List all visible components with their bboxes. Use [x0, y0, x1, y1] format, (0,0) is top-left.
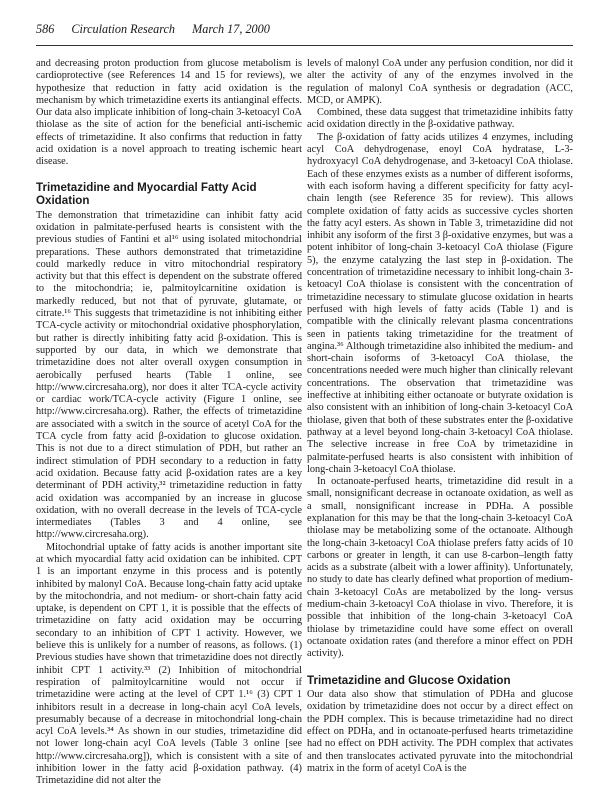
- header-rule: [36, 45, 573, 46]
- right-column: [307, 58, 573, 775]
- paragraph: In octanoate-perfused hearts, trimetazidine did result in a small, nonsignificant decrease in octanoate oxidation, as well as a small, nonsignificant increase in PDHa. A possible explanation for this may be that the long-chain 3-ketoacyl CoA thiolase may be metabolizing some of the octanoate. Although the long-chain 3-ketoacyl CoA thiolase prefers fatty acids of 10 carbons or greater in length, it can use 8-carbon–length fatty acids as a substrate (albeit with a lower affinity). Unfortunately, no study to date has clearly defined what proportion of medium-chain 3-ketoacyl CoAs are metabolized by the long- versus medium-chain 3-ketoacyl CoA thiolase in vivo. Therefore, it is possible that inhibition of the long-chain 3-ketoacyl CoA thiolase by trimetazidine could have some effect on overall octanoate oxidation rates (and therefore a minor effect on PDH activity).: [307, 476, 573, 660]
- left-column: [36, 58, 302, 788]
- paragraph: levels of malonyl CoA under any perfusion condition, nor did it alter the activity of any of the enzymes involved in the regulation of malonyl CoA synthesis or degradation (ACC, MCD, or AMPK).: [307, 58, 573, 106]
- issue-date: March 17, 2000: [192, 22, 270, 36]
- paragraph: The β-oxidation of fatty acids utilizes 4 enzymes, including acyl CoA dehydrogenase, enoyl CoA hydratase, L-3-hydroxyacyl CoA dehydrogenase, and 3-ketoacyl CoA thiolase. Each of these enzymes exists as a number of different isoforms, with each isoform having a different specificity for fatty acyl-chain length (see Reference 35 for review). This allows complete oxidation of fatty acids as successive cycles shorten the fatty acyl esters. As shown in Table 3, trimetazidine did not inhibit any isoform of the first 3 β-oxidative enzymes, but was a potent inhibitor of long-chain 3-ketoacyl CoA thiolase (Figure 5), the enzyme catalyzing the last step in β-oxidation. The concentration of trimetazidine necessary to inhibit long-chain 3-ketoacyl CoA thiolase is consistent with the concentration of trimetazidine necessary to stimulate glucose oxidation in hearts perfused with high levels of fatty acids (Table 1) and is compatible with the clinically relevant plasma concentrations seen in patients taking trimetazidine for the treatment of angina.³⁶ Although trimetazidine also inhibited the medium- and short-chain isoforms of 3-ketoacyl CoA thiolase, the concentrations needed were much higher than clinically relevant concentrations. The observation that trimetazidine was ineffective at inhibiting either octanoate or butyrate oxidation is also consistent with an inhibition of long-chain 3-ketoacyl CoA thiolase, given that both of these substrates enter the β-oxidative pathway at a level beyond long-chain 3-ketoacyl CoA thiolase. The selective increase in free CoA by trimetazidine in palmitate-perfused hearts is also consistent with inhibition of long-chain 3-ketoacyl CoA thiolase.: [307, 131, 573, 475]
- paragraph: Our data also show that stimulation of PDHa and glucose oxidation by trimetazidine does not occur by a direct effect on the PDH complex. This is because trimetazidine had no direct effect on PDHa, and in octanoate-perfused hearts trimetazidine had no effect on PDH activity. The PDH complex that activates and then translocates activated pyruvate into the mitochondrial matrix in the form of acetyl CoA is the: [307, 689, 573, 774]
- section-heading: Trimetazidine and Myocardial Fatty Acid Oxidation: [36, 180, 257, 208]
- paragraph: and decreasing proton production from glucose metabolism is cardioprotective (see References 14 and 15 for reviews), we hypothesize that reduction in fatty acid oxidation is the mechanism by which trimetazidine exerts its antianginal effects. Our data also implicate inhibition of long-chain 3-ketoacyl CoA thiolase as the site of action for the beneficial anti-ischemic effects of trimetazidine. It also confirms that reduction in fatty acid oxidation is a novel approach to treating ischemic heart disease.: [36, 58, 302, 168]
- running-header: [36, 22, 576, 40]
- paragraph: Mitochondrial uptake of fatty acids is another important site at which myocardial fatty acid oxidation can be inhibited. CPT 1 is an important enzyme in this process and is potently inhibited by malonyl CoA. Because long-chain fatty acid uptake by the mitochondria, and not medium- or short-chain fatty acid uptake, is dependent on CPT 1, it is possible that the effects of trimetazidine on fatty acid oxidation may be occurring secondary to an inhibition of CPT 1 activity. However, we believe this is unlikely for a number of reasons, as follows. (1) Previous studies have shown that trimetazidine does not directly inhibit CPT 1 activity.³³ (2) Inhibition of mitochondrial respiration of palmitoylcarnitine would not occur if trimetazidine were acting at the level of CPT 1.¹⁶ (3) CPT 1 inhibitors result in a decrease in long-chain acyl CoA levels, presumably because of a decrease in mitochondrial long-chain acyl CoA levels.³⁴ As shown in our studies, trimetazidine did not lower long-chain acyl CoA levels (Table 3 online [see http://www.circresaha.org]), which is consistent with a site of inhibition lower in the fatty acid β-oxidation pathway. (4) Trimetazidine did not alter the: [36, 541, 302, 787]
- paragraph: Combined, these data suggest that trimetazidine inhibits fatty acid oxidation directly in the β-oxidative pathway.: [307, 107, 573, 131]
- page-number: 586: [36, 22, 55, 36]
- section-heading: Trimetazidine and Glucose Oxidation: [307, 673, 511, 687]
- journal-name: Circulation Research: [71, 22, 176, 36]
- paragraph: The demonstration that trimetazidine can inhibit fatty acid oxidation in palmitate-perfused hearts is consistent with the previous studies of Fantini et al¹⁶ using isolated mitochondrial preparations. These authors demonstrated that trimetazidine could markedly reduce in vitro mitochondrial respiratory activity but that this effect is dependent on the substrate offered to the mitochondria; ie, palmitoylcarnitine oxidation is markedly reduced, but not that of pyruvate, glutamate, or citrate.¹⁶ This suggests that trimetazidine is not inhibiting either TCA-cycle activity or mitochondrial oxidative phosphorylation, but rather is directly inhibiting fatty acid β-oxidation. This is supported by our data, in which we demonstrate that trimetazidine does not alter overall oxygen consumption in aerobically perfused hearts (Table 1 online, see http://www.circresaha.org), nor does it alter TCA-cycle activity or cardiac work/TCA-cycle activity (Figure 1 online, see http://www.circresaha.org). Rather, the effects of trimetazidine are associated with a switch in the source of acetyl CoA for the TCA cycle from fatty acid β-oxidation to glucose oxidation. This is not due to a direct stimulation of PDH, but rather an indirect stimulation of PDH secondary to a reduction in fatty acid oxidation. Because fatty acid β-oxidation rates are a key determinant of PDH activity,³² trimetazidine reduction in fatty acid oxidation was accompanied by an increase in glucose oxidation, with no overall decrease in the levels of TCA-cycle intermediates (Tables 3 and 4 online, see http://www.circresaha.org).: [36, 209, 302, 541]
